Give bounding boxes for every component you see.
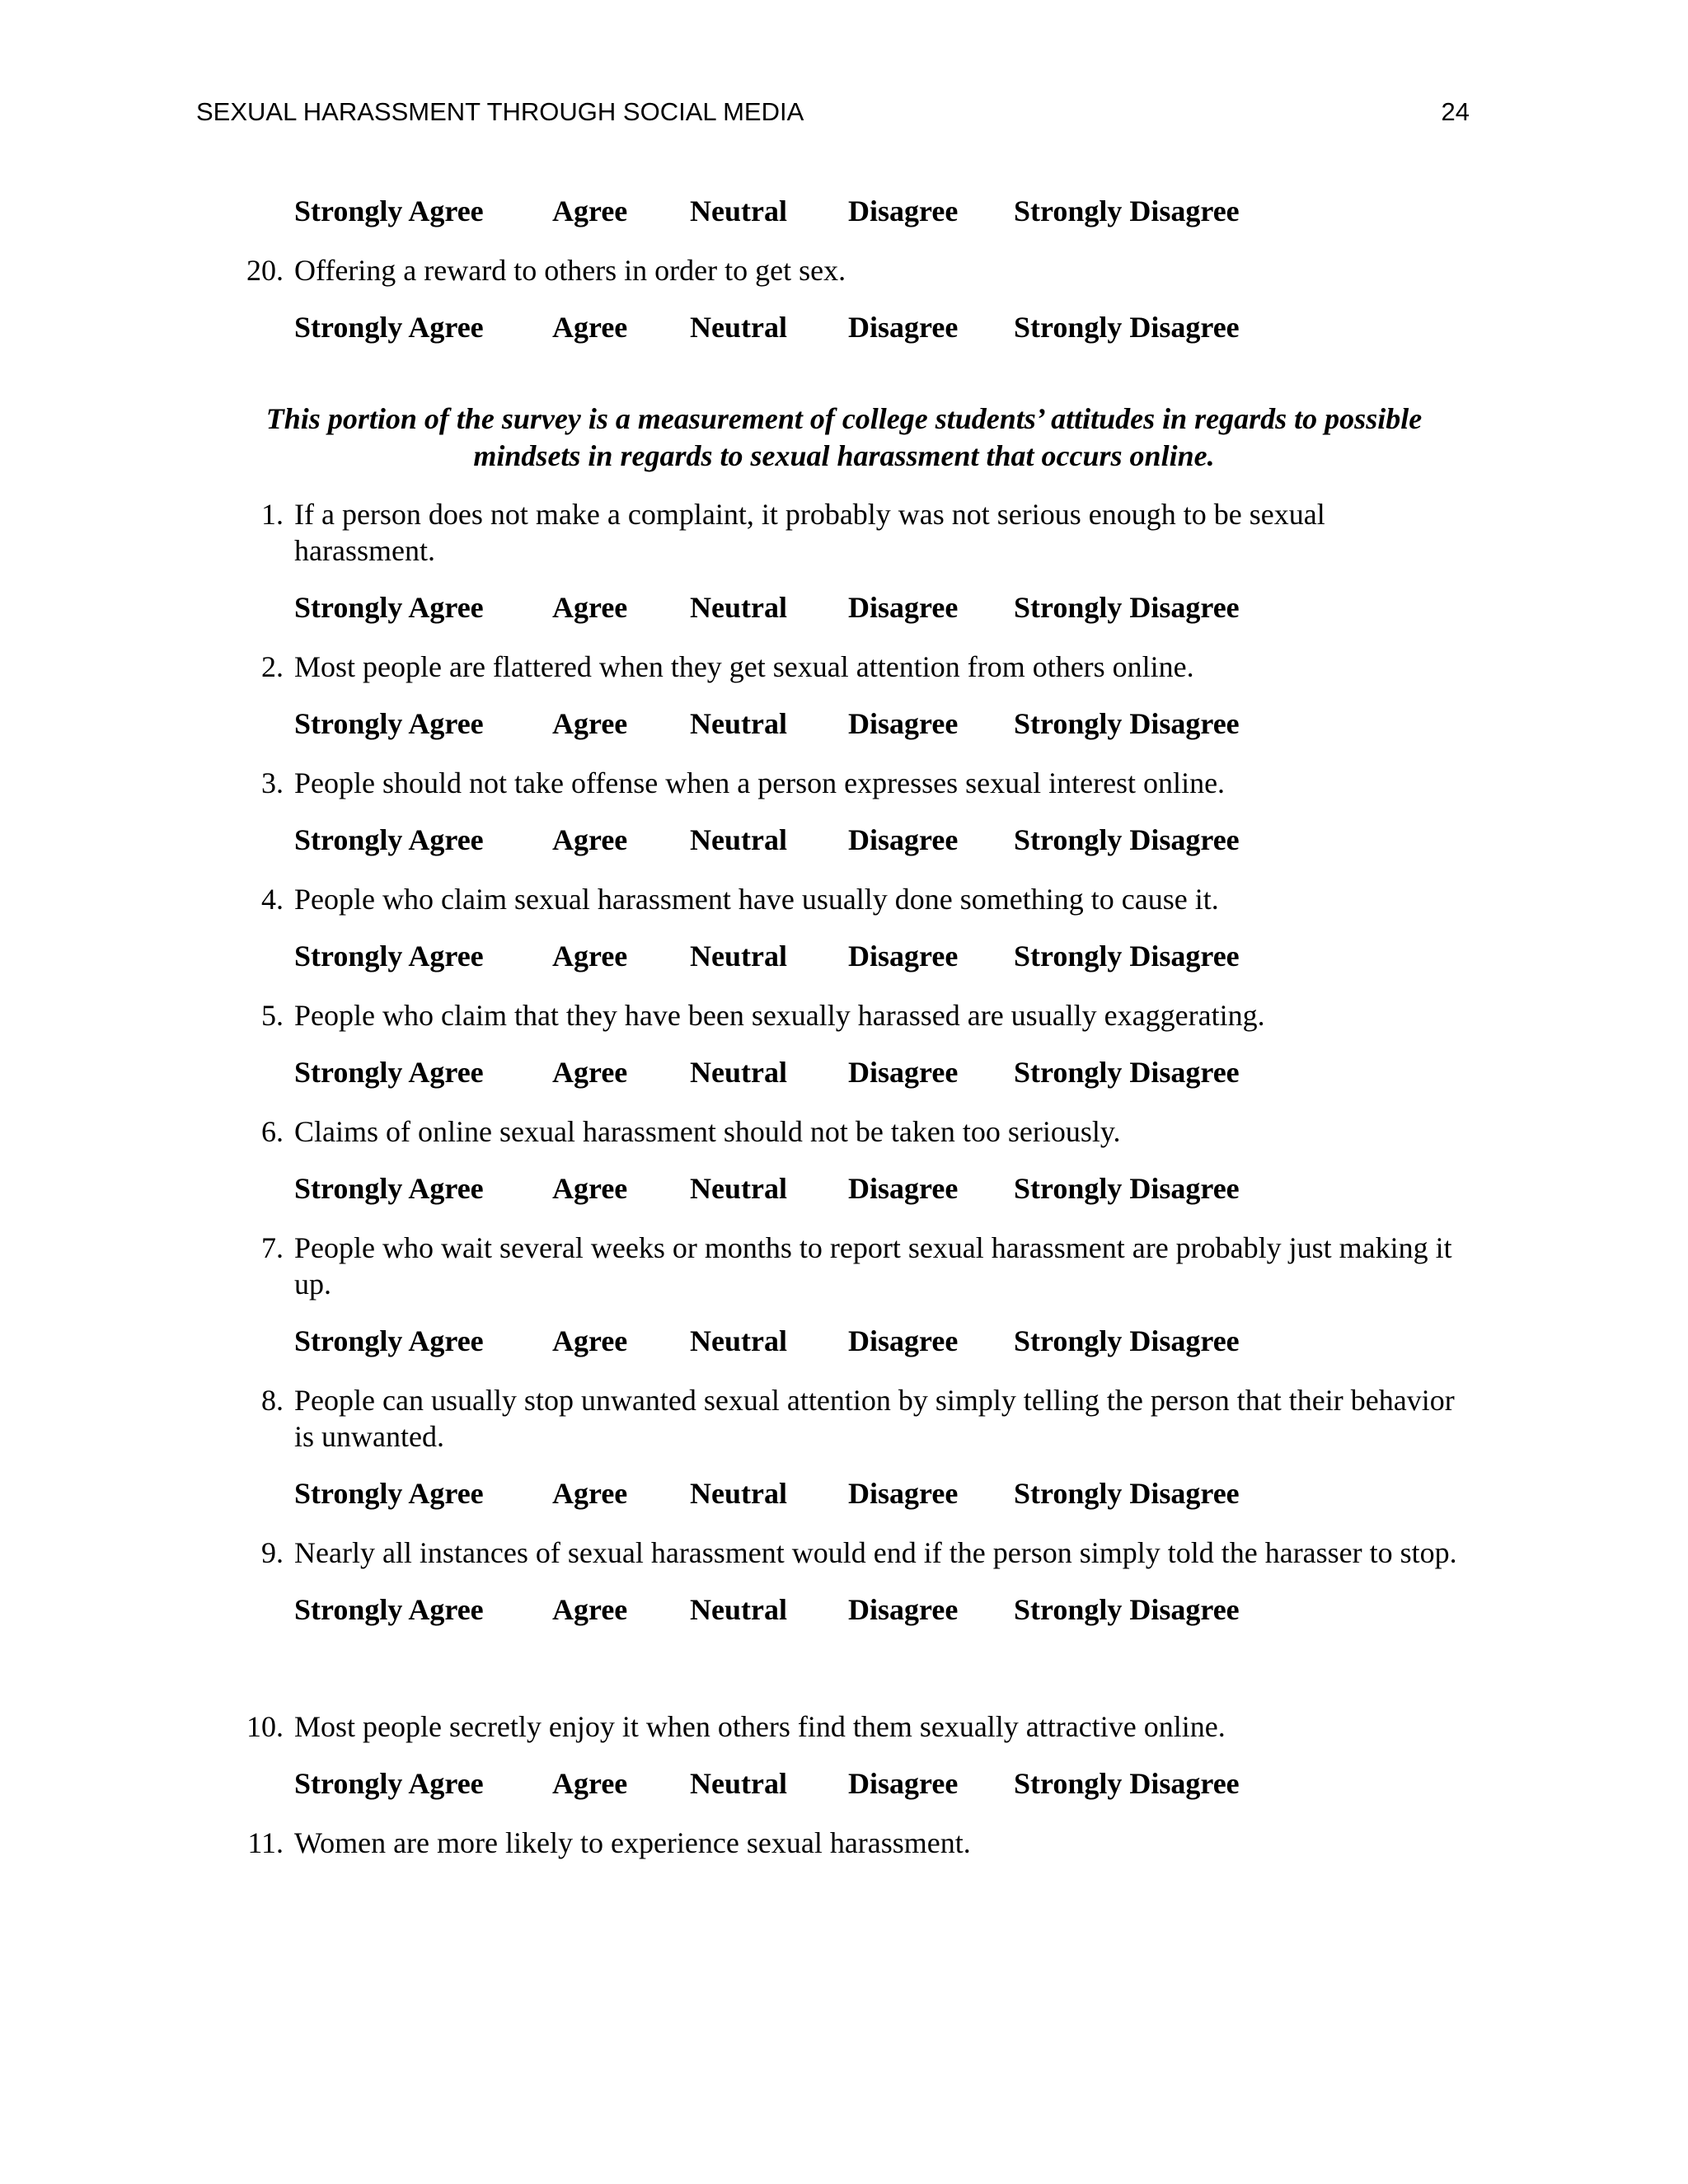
- rating-scale: [294, 1766, 1688, 1807]
- scale-neutral: Neutral: [690, 1593, 787, 1626]
- survey-items: [0, 496, 1688, 1861]
- item-number: 3.: [261, 766, 284, 799]
- scale-neutral: Neutral: [690, 194, 787, 227]
- scale-agree: Agree: [552, 1056, 628, 1089]
- scale-strongly-agree: Strongly Agree: [294, 1593, 484, 1626]
- scale-disagree: Disagree: [848, 591, 959, 624]
- survey-content: [0, 194, 1688, 1882]
- scale-strongly-disagree: Strongly Disagree: [1014, 1056, 1240, 1089]
- scale-strongly-agree: Strongly Agree: [294, 194, 484, 227]
- item-number: 9.: [261, 1536, 284, 1569]
- survey-item: [247, 1825, 1473, 1861]
- scale-strongly-agree: Strongly Agree: [294, 1172, 484, 1205]
- rating-scale: [294, 1476, 1688, 1517]
- rating-scale: [294, 310, 1688, 351]
- item-number: 1.: [261, 498, 284, 531]
- scale-agree: Agree: [552, 311, 628, 344]
- item-text: People who claim sexual harassment have usually done something to cause it.: [294, 883, 1219, 916]
- rating-scale: [294, 1592, 1688, 1633]
- item-number: 5.: [261, 999, 284, 1032]
- scale-disagree: Disagree: [848, 940, 959, 972]
- item-text: People who claim that they have been sexually harassed are usually exaggerating.: [294, 999, 1265, 1032]
- running-header: [196, 97, 1470, 138]
- scale-strongly-disagree: Strongly Disagree: [1014, 311, 1240, 344]
- scale-neutral: Neutral: [690, 707, 787, 740]
- rating-scale: [294, 1324, 1688, 1365]
- scale-disagree: Disagree: [848, 1056, 959, 1089]
- scale-neutral: Neutral: [690, 1477, 787, 1510]
- scale-agree: Agree: [552, 1593, 628, 1626]
- scale-neutral: Neutral: [690, 591, 787, 624]
- item-text: Most people secretly enjoy it when others find them sexually attractive online.: [294, 1710, 1226, 1743]
- scale-agree: Agree: [552, 194, 628, 227]
- scale-strongly-disagree: Strongly Disagree: [1014, 940, 1240, 972]
- survey-item: [261, 1382, 1473, 1455]
- rating-scale: [294, 939, 1688, 980]
- scale-strongly-agree: Strongly Agree: [294, 1056, 484, 1089]
- scale-neutral: Neutral: [690, 823, 787, 856]
- item-text: Offering a reward to others in order to get sex.: [294, 254, 846, 287]
- scale-agree: Agree: [552, 940, 628, 972]
- scale-strongly-agree: Strongly Agree: [294, 1477, 484, 1510]
- survey-item: [246, 1708, 1473, 1745]
- scale-agree: Agree: [552, 1767, 628, 1800]
- survey-item: [261, 881, 1473, 917]
- scale-neutral: Neutral: [690, 1767, 787, 1800]
- item-text: Women are more likely to experience sexual harassment.: [294, 1826, 971, 1859]
- scale-strongly-disagree: Strongly Disagree: [1014, 194, 1240, 227]
- item-number: 4.: [261, 883, 284, 916]
- rating-scale: [294, 1055, 1688, 1096]
- survey-item: [261, 997, 1473, 1033]
- survey-item: [261, 1230, 1473, 1302]
- page-number: 24: [1441, 97, 1470, 126]
- scale-strongly-disagree: Strongly Disagree: [1014, 1324, 1240, 1357]
- scale-neutral: Neutral: [690, 1056, 787, 1089]
- scale-strongly-agree: Strongly Agree: [294, 1767, 484, 1800]
- rating-scale: [294, 706, 1688, 748]
- scale-neutral: Neutral: [690, 1172, 787, 1205]
- section-intro: This portion of the survey is a measurement of college students’ attitudes in regards to possible mindsets in regards to sexual harassment that occurs online.: [265, 402, 1423, 472]
- scale-neutral: Neutral: [690, 1324, 787, 1357]
- scale-strongly-agree: Strongly Agree: [294, 591, 484, 624]
- scale-agree: Agree: [552, 1477, 628, 1510]
- scale-strongly-disagree: Strongly Disagree: [1014, 1477, 1240, 1510]
- scale-strongly-disagree: Strongly Disagree: [1014, 591, 1240, 624]
- rating-scale: [294, 823, 1688, 864]
- survey-item: [261, 765, 1473, 801]
- item-text: People who wait several weeks or months to report sexual harassment are probably just making it up.: [294, 1231, 1452, 1301]
- scale-disagree: Disagree: [848, 1172, 959, 1205]
- scale-disagree: Disagree: [848, 707, 959, 740]
- scale-strongly-disagree: Strongly Disagree: [1014, 823, 1240, 856]
- survey-item: [261, 1535, 1473, 1571]
- scale-strongly-disagree: Strongly Disagree: [1014, 707, 1240, 740]
- scale-strongly-agree: Strongly Agree: [294, 707, 484, 740]
- scale-agree: Agree: [552, 707, 628, 740]
- scale-agree: Agree: [552, 1172, 628, 1205]
- scale-strongly-disagree: Strongly Disagree: [1014, 1172, 1240, 1205]
- item-text: Most people are flattered when they get sexual attention from others online.: [294, 650, 1194, 683]
- item-text: If a person does not make a complaint, it probably was not serious enough to be sexual harassment.: [294, 498, 1325, 567]
- rating-scale: [294, 194, 1688, 235]
- spacer: [0, 1651, 1688, 1708]
- scale-strongly-disagree: Strongly Disagree: [1014, 1767, 1240, 1800]
- item-number: 6.: [261, 1115, 284, 1148]
- survey-item: [261, 496, 1473, 569]
- scale-agree: Agree: [552, 1324, 628, 1357]
- scale-disagree: Disagree: [848, 1477, 959, 1510]
- scale-disagree: Disagree: [848, 1767, 959, 1800]
- scale-agree: Agree: [552, 591, 628, 624]
- rating-scale: [294, 1171, 1688, 1212]
- scale-disagree: Disagree: [848, 823, 959, 856]
- scale-disagree: Disagree: [848, 1593, 959, 1626]
- scale-strongly-agree: Strongly Agree: [294, 311, 484, 344]
- scale-disagree: Disagree: [848, 311, 959, 344]
- scale-strongly-agree: Strongly Agree: [294, 940, 484, 972]
- item-number: 7.: [261, 1231, 284, 1264]
- item-number: 11.: [247, 1826, 284, 1859]
- scale-disagree: Disagree: [848, 1324, 959, 1357]
- item-text: People should not take offense when a person expresses sexual interest online.: [294, 766, 1226, 799]
- scale-neutral: Neutral: [690, 311, 787, 344]
- item-number: 2.: [261, 650, 284, 683]
- scale-strongly-agree: Strongly Agree: [294, 1324, 484, 1357]
- item-number: 20.: [246, 254, 284, 287]
- survey-item: [261, 1113, 1473, 1150]
- scale-strongly-disagree: Strongly Disagree: [1014, 1593, 1240, 1626]
- scale-neutral: Neutral: [690, 940, 787, 972]
- item-text: Claims of online sexual harassment should not be taken too seriously.: [294, 1115, 1121, 1148]
- survey-item: [261, 649, 1473, 685]
- item-number: 8.: [261, 1384, 284, 1417]
- rating-scale: [294, 590, 1688, 631]
- item-number: 10.: [246, 1710, 284, 1743]
- item-text: Nearly all instances of sexual harassment would end if the person simply told the harasser to stop.: [294, 1536, 1457, 1569]
- scale-strongly-agree: Strongly Agree: [294, 823, 484, 856]
- scale-agree: Agree: [552, 823, 628, 856]
- survey-item: [246, 252, 1473, 288]
- item-text: People can usually stop unwanted sexual attention by simply telling the person that their behavior is unwanted.: [294, 1384, 1455, 1453]
- scale-disagree: Disagree: [848, 194, 959, 227]
- header-title: SEXUAL HARASSMENT THROUGH SOCIAL MEDIA: [196, 97, 804, 126]
